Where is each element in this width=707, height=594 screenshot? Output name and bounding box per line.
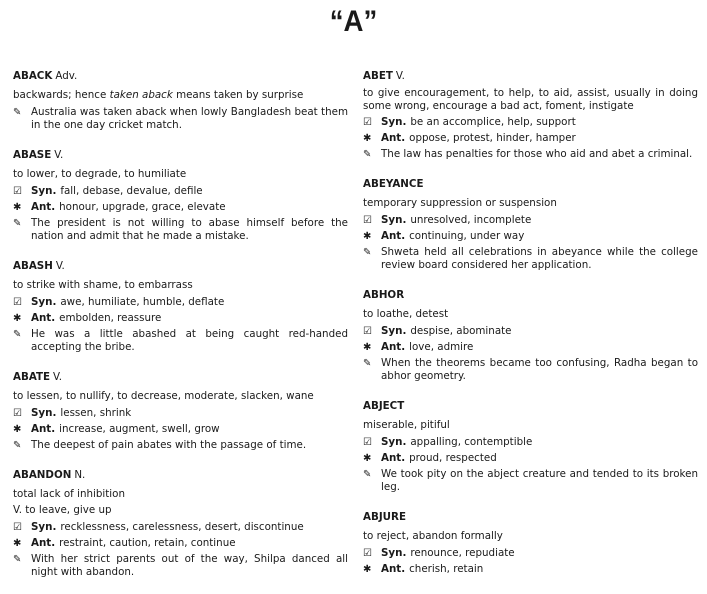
syn-label: Syn. (381, 436, 407, 448)
synonym-line (363, 547, 698, 560)
antonym-line (13, 201, 348, 214)
part-of-speech: V. (54, 149, 64, 161)
example-text: Australia was taken aback when lowly Bangladesh beat them in the one day cricket match. (31, 106, 348, 131)
headword: ABHOR (363, 289, 405, 301)
headword: ABEYANCE (363, 178, 424, 190)
pencil-icon: ✎ (363, 149, 372, 160)
definition: to give encouragement, to help, to aid, assist, usually in doing some wrong, encourage a bad act, foment, instigate (363, 87, 698, 112)
asterisk-icon: ✱ (13, 313, 22, 324)
antonyms: oppose, protest, hinder, hamper (409, 132, 576, 144)
checkbox-icon: ☑ (363, 548, 372, 559)
example-text: With her strict parents out of the way, Shilpa danced all night with abandon. (31, 553, 348, 578)
entry-abandon (13, 467, 348, 579)
ant-label: Ant. (31, 537, 56, 549)
pencil-icon: ✎ (13, 554, 22, 565)
antonyms: cherish, retain (409, 563, 484, 575)
asterisk-icon: ✱ (363, 231, 372, 242)
example-line (13, 439, 348, 452)
syn-label: Syn. (381, 116, 407, 128)
antonyms: increase, augment, swell, grow (59, 423, 220, 435)
pencil-icon: ✎ (363, 358, 372, 369)
ant-label: Ant. (381, 132, 406, 144)
example-text: The president is not willing to abase himself before the nation and admit that he made a mistake. (31, 217, 348, 242)
ant-label: Ant. (381, 563, 406, 575)
syn-label: Syn. (381, 547, 407, 559)
synonyms: awe, humiliate, humble, deflate (60, 296, 225, 308)
part-of-speech: V. (55, 260, 65, 272)
pencil-icon: ✎ (363, 469, 372, 480)
ant-label: Ant. (31, 201, 56, 213)
example-text: He was a little abashed at being caught red-handed accepting the bribe. (31, 328, 348, 353)
checkbox-icon: ☑ (363, 437, 372, 448)
syn-label: Syn. (31, 407, 57, 419)
example-line (13, 553, 348, 579)
entry-abash (13, 258, 348, 354)
entry-abet (363, 68, 698, 161)
ant-label: Ant. (381, 230, 406, 242)
pencil-icon: ✎ (13, 218, 22, 229)
entry-abject (363, 398, 698, 494)
synonyms: renounce, repudiate (410, 547, 515, 559)
headword-text: ABATE (13, 371, 51, 383)
headword (13, 369, 348, 385)
headword (363, 68, 698, 84)
example-text: When the theorems became too confusing, Radha began to abhor geometry. (381, 357, 698, 382)
headword (13, 147, 348, 163)
part-of-speech: N. (74, 469, 86, 481)
example-text: The law has penalties for those who aid and abet a criminal. (381, 148, 693, 160)
asterisk-icon: ✱ (363, 133, 372, 144)
entry-aback (13, 68, 348, 132)
definition: to loathe, detest (363, 308, 449, 320)
headword-text: ABACK (13, 70, 53, 82)
ant-label: Ant. (381, 452, 406, 464)
headword-text: ABASE (13, 149, 52, 161)
ant-label: Ant. (31, 312, 56, 324)
synonyms: lessen, shrink (60, 407, 132, 419)
example-text: Shweta held all celebrations in abeyance while the college review board considered her application. (381, 246, 698, 271)
syn-label: Syn. (381, 325, 407, 337)
definition: to reject, abandon formally (363, 530, 503, 542)
antonym-line (13, 312, 348, 325)
antonyms: love, admire (409, 341, 474, 353)
checkbox-icon: ☑ (363, 215, 372, 226)
definition: temporary suppression or suspension (363, 197, 557, 209)
synonym-line (13, 407, 348, 420)
entry-abase (13, 147, 348, 243)
asterisk-icon: ✱ (363, 564, 372, 575)
synonyms: despise, abominate (410, 325, 512, 337)
checkbox-icon: ☑ (363, 326, 372, 337)
headword (13, 68, 348, 84)
synonym-line (363, 214, 698, 227)
ant-label: Ant. (31, 423, 56, 435)
antonym-line (363, 132, 698, 145)
pencil-icon: ✎ (13, 329, 22, 340)
headword-text: ABANDON (13, 469, 72, 481)
part-of-speech: V. (53, 371, 63, 383)
antonym-line (363, 341, 698, 354)
asterisk-icon: ✱ (13, 202, 22, 213)
synonym-line (13, 521, 348, 534)
example-line (13, 106, 348, 132)
synonyms: unresolved, incomplete (410, 214, 532, 226)
antonym-line (363, 230, 698, 243)
checkbox-icon: ☑ (13, 186, 22, 197)
asterisk-icon: ✱ (13, 538, 22, 549)
example-line (363, 246, 698, 272)
antonyms: restraint, caution, retain, continue (59, 537, 236, 549)
asterisk-icon: ✱ (363, 453, 372, 464)
antonym-line (13, 537, 348, 550)
checkbox-icon: ☑ (363, 117, 372, 128)
synonym-line (13, 185, 348, 198)
example-text: We took pity on the abject creature and tended to its broken leg. (381, 468, 698, 493)
headword (13, 467, 348, 483)
entry-abate (13, 369, 348, 452)
right-column (363, 68, 698, 591)
synonyms: appalling, contemptible (410, 436, 533, 448)
definition: to lower, to degrade, to humiliate (13, 168, 187, 180)
example-line (13, 217, 348, 243)
entry-abeyance (363, 176, 698, 272)
synonyms: fall, debase, devalue, defile (60, 185, 203, 197)
synonym-line (13, 296, 348, 309)
definition-emphasis: taken aback (109, 89, 173, 101)
definition: to strike with shame, to embarrass (13, 279, 193, 291)
checkbox-icon: ☑ (13, 522, 22, 533)
headword-text: ABET (363, 70, 393, 82)
example-line (13, 328, 348, 354)
example-text: The deepest of pain abates with the passage of time. (31, 439, 307, 451)
part-of-speech: Adv. (55, 70, 78, 82)
synonym-line (363, 436, 698, 449)
checkbox-icon: ☑ (13, 408, 22, 419)
headword-text: ABASH (13, 260, 53, 272)
definition: total lack of inhibition (13, 488, 125, 500)
asterisk-icon: ✱ (363, 342, 372, 353)
definition: backwards; hence taken aback means taken by surprise (13, 89, 304, 101)
left-column (13, 68, 348, 594)
asterisk-icon: ✱ (13, 424, 22, 435)
pencil-icon: ✎ (363, 247, 372, 258)
antonym-line (363, 452, 698, 465)
syn-label: Syn. (31, 296, 57, 308)
antonyms: proud, respected (409, 452, 497, 464)
headword: ABJECT (363, 400, 405, 412)
definition: to lessen, to nullify, to decrease, moderate, slacken, wane (13, 390, 314, 402)
synonym-line (363, 325, 698, 338)
definition: miserable, pitiful (363, 419, 450, 431)
antonyms: embolden, reassure (59, 312, 162, 324)
synonym-line (363, 116, 698, 129)
antonyms: continuing, under way (409, 230, 525, 242)
example-line (363, 468, 698, 494)
headword: ABJURE (363, 511, 406, 523)
example-line (363, 357, 698, 383)
pencil-icon: ✎ (13, 440, 22, 451)
syn-label: Syn. (31, 185, 57, 197)
syn-label: Syn. (381, 214, 407, 226)
antonyms: honour, upgrade, grace, elevate (59, 201, 226, 213)
ant-label: Ant. (381, 341, 406, 353)
pencil-icon: ✎ (13, 107, 22, 118)
page-title: “A” (329, 5, 378, 38)
antonym-line (13, 423, 348, 436)
checkbox-icon: ☑ (13, 297, 22, 308)
part-of-speech: V. (395, 70, 405, 82)
syn-label: Syn. (31, 521, 57, 533)
example-line (363, 148, 698, 161)
headword (13, 258, 348, 274)
definition-verb: V. to leave, give up (13, 504, 112, 516)
synonyms: be an accomplice, help, support (410, 116, 576, 128)
entry-abjure (363, 509, 698, 576)
synonyms: recklessness, carelessness, desert, discontinue (60, 521, 304, 533)
entry-abhor (363, 287, 698, 383)
